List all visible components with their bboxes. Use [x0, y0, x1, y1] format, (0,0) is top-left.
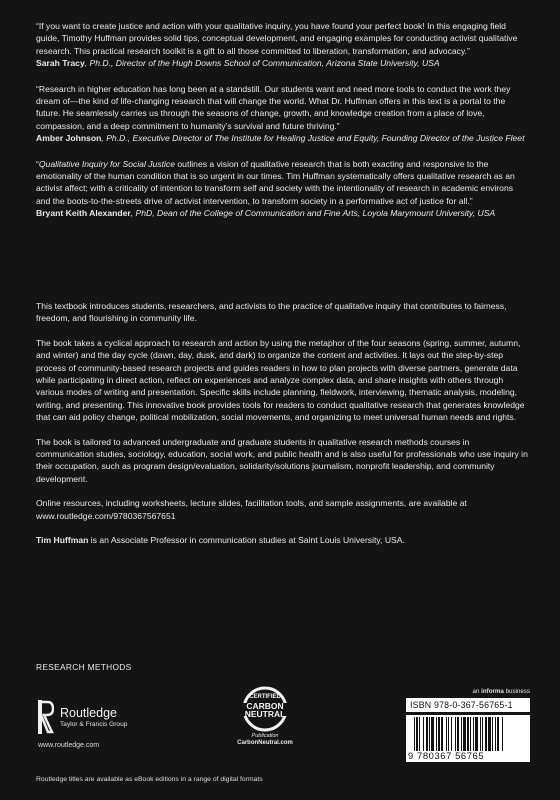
publisher-url: www.routledge.com	[38, 742, 100, 749]
ebook-note: Routledge titles are available as eBook editions in a range of digital formats	[36, 776, 263, 783]
endorser-role: , Ph.D., Executive Director of The Institute for Healing Justice and Equity, Founding Director of the Justice Fleet	[101, 133, 525, 144]
barcode-bars	[414, 717, 526, 751]
subject-category: RESEARCH METHODS	[36, 662, 132, 672]
seal-url: CarbonNeutral.com	[237, 740, 293, 746]
author-name: Tim Huffman	[36, 535, 89, 546]
barcode-area	[406, 688, 530, 762]
book-description	[36, 300, 528, 547]
publisher-name: Routledge	[60, 705, 117, 720]
endorser-name: Sarah Tracy	[36, 58, 85, 69]
endorser-name: Bryant Keith Alexander	[36, 208, 131, 219]
publisher-group: Taylor & Francis Group	[60, 720, 128, 728]
carbon-neutral-seal	[230, 686, 300, 758]
isbn-text: ISBN 978-0-367-56765-1	[406, 698, 530, 712]
seal-neutral-text: NEUTRAL	[244, 709, 286, 719]
carbon-neutral-seal-icon	[235, 686, 295, 732]
informa-label: an informa business	[472, 688, 530, 695]
endorser-name: Amber Johnson	[36, 133, 102, 144]
endorsement-open-quote: “	[36, 158, 39, 169]
routledge-logo-icon	[38, 700, 54, 734]
publisher-logo	[38, 700, 127, 734]
seal-carbon-text: CARBON	[246, 701, 284, 711]
endorsement-3	[36, 158, 528, 220]
barcode	[406, 715, 530, 762]
description-paragraph: The book takes a cyclical approach to research and action by using the metaphor of the four seasons (spring, summer, autumn, and winter) and the day cycle (dawn, day, dusk, and dark) to organize the content and activities. It lays out the step-by-step process of community-based research projects and guides readers in how to plan projects with diverse partners, generate data while participating in direct action, reflect on experiences and analyze complex data, and share insights with others through various modes of writing and presentation. Specific skills include planning, fieldwork, interviewing, thematic analysis, modeling, writing, and presenting. This innovative book provides tools for readers to conduct qualitative research that generates knowledge that can aid policy change, political mobilization, social movements, and organizing to meet universal human needs and rights.	[36, 337, 525, 423]
book-title: Qualitative Inquiry for Social Justice	[38, 158, 176, 169]
endorsement-2	[36, 83, 528, 145]
barcode-digits: 9 780367 56765	[408, 750, 485, 761]
endorser-role: , Ph.D., Director of the Hugh Downs School of Communication, Arizona State University, USA	[84, 58, 440, 69]
author-bio	[36, 534, 528, 546]
description-paragraph: This textbook introduces students, researchers, and activists to the practice of qualitative inquiry that contributes to fairness, freedom, and flourishing in community life.	[36, 301, 507, 324]
endorsement-text: “Research in higher education has long been at a standstill. Our students want and need more tools to conduct the work they dream of—the kind of life-changing research that will change the world. What Dr. Huffman offers in this text is a portal to the future. He seamlessly carries us through the seasons of change, growth, and knowledge creation from a place of love, compassion, and a deep commitment to humanity’s survival and future thriving.”	[36, 83, 511, 131]
endorsements	[36, 20, 528, 233]
endorsement-text: outlines a vision of qualitative research that is both exacting and responsive to the emotionality of the human condition that is so urgent in our times. Tim Huffman systematically offers qualitative research as an activist affect; with a criticality of intention to transform self and society with the intentionality of research in academic environs and the boots-to-the-streets drive of activist intervention, to transform society in a performative act of justice for all.”	[36, 158, 515, 206]
endorsement-text: “If you want to create justice and action with your qualitative inquiry, you have found your perfect book! In this engaging field guide, Timothy Huffman provides solid tips, conceptual development, and engaging examples for conducting activist qualitative research. This practical research toolkit is a gift to all those committed to liberation, transformation, and advocacy.”	[36, 21, 518, 56]
description-paragraph: The book is tailored to advanced undergraduate and graduate students in qualitative research methods courses in communication studies, sociology, education, social work, and public health and is also useful for professionals who use inquiry in their occupation, such as program design/evaluation, solidarity/solutions journalism, nonprofit leadership, and community development.	[36, 436, 528, 484]
endorsement-1	[36, 20, 528, 70]
endorser-role: , PhD, Dean of the College of Communication and Fine Arts, Loyola Marymount University, USA	[130, 208, 496, 219]
description-paragraph: Online resources, including worksheets, lecture slides, facilitation tools, and sample assignments, are available at www.routledge.com/9780367567651	[36, 498, 467, 521]
seal-top-text: CERTIFIED	[249, 694, 281, 700]
seal-publication-label: Publication	[251, 733, 279, 739]
author-bio-text: is an Associate Professor in communication studies at Saint Louis University, USA.	[88, 535, 405, 546]
